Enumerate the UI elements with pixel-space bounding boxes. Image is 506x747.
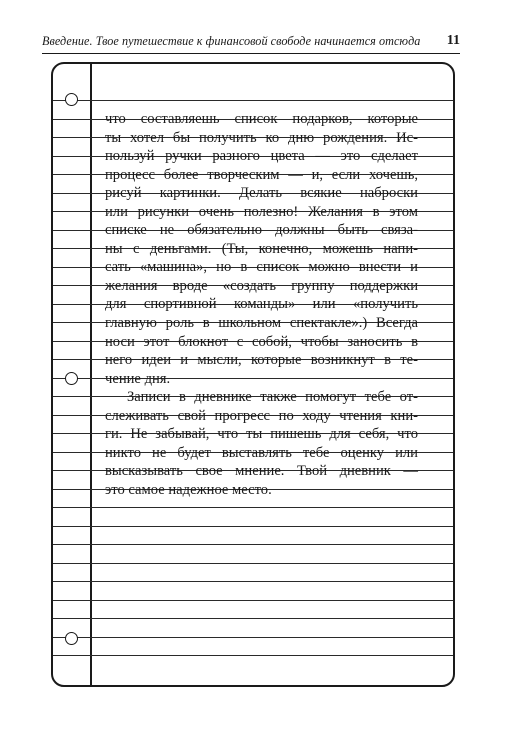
- text-line: или рисунки очень полезно! Желания в этом: [105, 203, 418, 220]
- text-line: главную роль в школьном спектакле».) Всегда: [105, 315, 418, 332]
- notebook-rule: [53, 581, 453, 582]
- text-line: для спортивной команды» или «получить: [105, 296, 418, 313]
- header-rule: [42, 53, 460, 54]
- running-header: [42, 34, 460, 52]
- notebook-rule: [53, 618, 453, 619]
- text-line: что составляешь список подарков, которые: [105, 111, 418, 127]
- paragraph: [105, 110, 418, 388]
- punch-hole-circle: [65, 93, 78, 106]
- punch-hole-circle: [65, 632, 78, 645]
- text-line: пользуй ручки разного цвета — это сделает: [105, 148, 418, 165]
- notebook-rule: [53, 100, 453, 101]
- text-line: носи этот блокнот с собой, чтобы заносить в: [105, 333, 418, 350]
- text-line: Записи в дневнике также помогут тебе от-: [127, 389, 418, 406]
- text-line: чение дня.: [105, 370, 171, 387]
- notebook-rule: [53, 544, 453, 545]
- text-line: желания вроде «создать группу поддержки: [105, 277, 418, 294]
- paragraph: [105, 388, 418, 499]
- text-line: списке не обязательно должны быть связа-: [105, 222, 418, 239]
- header-title: Введение. Твое путешествие к финансовой свободе начинается отсюда: [42, 34, 421, 48]
- text-line: ты хотел бы получить ко дню рождения. Ис-: [105, 129, 418, 146]
- notebook-rule: [53, 526, 453, 527]
- notebook-rule: [53, 563, 453, 564]
- text-line: него идеи и мысли, которые возникнут в те-: [105, 352, 418, 369]
- notebook-margin-line: [90, 64, 92, 685]
- notebook-rule: [53, 655, 453, 656]
- notebook-rule: [53, 637, 453, 638]
- text-line: рисуй картинки. Делать всякие наброски: [105, 185, 418, 202]
- text-line: слеживать свой прогресс по ходу чтения кни-: [105, 407, 418, 424]
- text-line: высказывать свое мнение. Твой дневник —: [105, 463, 418, 480]
- text-line: никто не будет выставлять тебе оценку или: [105, 444, 418, 461]
- body-text: [105, 110, 418, 499]
- notebook-rule: [53, 600, 453, 601]
- text-line: процесс более творческим — и, если хочешь,: [105, 166, 418, 183]
- page-number: 11: [446, 33, 460, 48]
- punch-hole-circle: [65, 372, 78, 385]
- text-line: это самое надежное место.: [105, 481, 272, 498]
- text-line: сать «машина», но в список можно внести и: [105, 259, 418, 276]
- text-line: ги. Не забывай, что ты пишешь для себя, что: [105, 426, 418, 443]
- text-line: ны с деньгами. (Ты, конечно, можешь напи-: [105, 240, 418, 257]
- notebook-rule: [53, 507, 453, 508]
